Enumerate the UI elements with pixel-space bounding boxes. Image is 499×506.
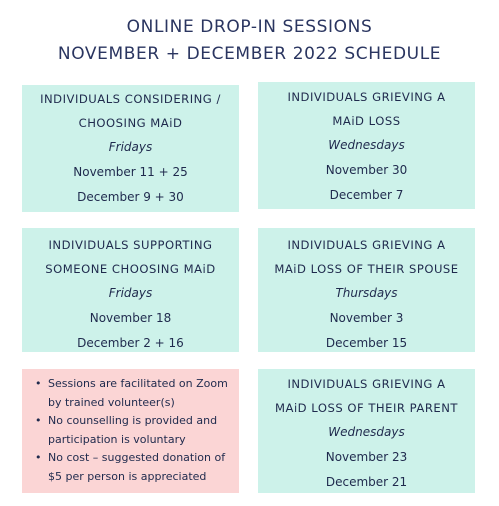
card-date-november: November 23 — [325, 450, 408, 464]
session-card-considering-choosing — [22, 85, 239, 212]
session-card-grieving-spouse — [258, 228, 475, 352]
card-title-line: INDIVIDUALS GRIEVING A — [287, 238, 446, 252]
card-date-december: December 21 — [325, 475, 408, 489]
info-bullet — [34, 412, 233, 449]
card-day: Wednesdays — [328, 138, 405, 152]
session-card-grieving-parent — [258, 369, 475, 493]
session-card-grieving-loss — [258, 82, 475, 209]
card-title-line: INDIVIDUALS GRIEVING A — [287, 377, 446, 391]
card-title-line: SOMEONE CHOOSING MAiD — [45, 262, 216, 276]
card-title-line: INDIVIDUALS GRIEVING A — [287, 90, 446, 104]
card-day: Thursdays — [335, 286, 398, 300]
info-text-line: participation is voluntary — [48, 432, 186, 446]
session-card-supporting-someone — [22, 228, 239, 352]
card-title-line: INDIVIDUALS CONSIDERING / — [40, 92, 221, 106]
info-text-line: $5 per person is appreciated — [48, 469, 207, 483]
card-title-line: MAiD LOSS OF THEIR PARENT — [275, 401, 458, 415]
card-date-december: December 9 + 30 — [77, 190, 184, 204]
page-header — [0, 14, 499, 68]
header-subtitle: NOVEMBER + DECEMBER 2022 SCHEDULE — [57, 44, 442, 64]
info-bullet-list — [34, 375, 233, 486]
card-date-november: November 30 — [325, 163, 408, 177]
bullet-icon: • — [35, 414, 42, 427]
session-info-card — [22, 369, 239, 493]
card-day: Wednesdays — [328, 425, 405, 439]
info-bullet — [34, 449, 233, 486]
card-title-line: MAiD LOSS OF THEIR SPOUSE — [274, 262, 459, 276]
card-title-line: MAiD LOSS — [332, 114, 401, 128]
bullet-icon: • — [35, 451, 42, 464]
card-date-december: December 15 — [325, 336, 408, 350]
bullet-icon: • — [35, 377, 42, 390]
card-date-november: November 3 — [329, 311, 404, 325]
info-text-line: by trained volunteer(s) — [48, 395, 175, 409]
card-title-line: CHOOSING MAiD — [78, 116, 183, 130]
info-text-line: Sessions are facilitated on Zoom — [48, 377, 228, 390]
card-title-line: INDIVIDUALS SUPPORTING — [48, 238, 213, 252]
info-bullet — [34, 375, 233, 412]
header-title: ONLINE DROP-IN SESSIONS — [126, 17, 373, 37]
card-date-december: December 2 + 16 — [77, 336, 184, 350]
card-day: Fridays — [108, 140, 153, 154]
card-date-november: November 18 — [89, 311, 172, 325]
card-date-november: November 11 + 25 — [73, 165, 188, 179]
card-day: Fridays — [108, 286, 153, 300]
info-text-line: No cost – suggested donation of — [48, 451, 226, 464]
info-text-line: No counselling is provided and — [48, 414, 218, 427]
card-date-december: December 7 — [329, 188, 404, 202]
